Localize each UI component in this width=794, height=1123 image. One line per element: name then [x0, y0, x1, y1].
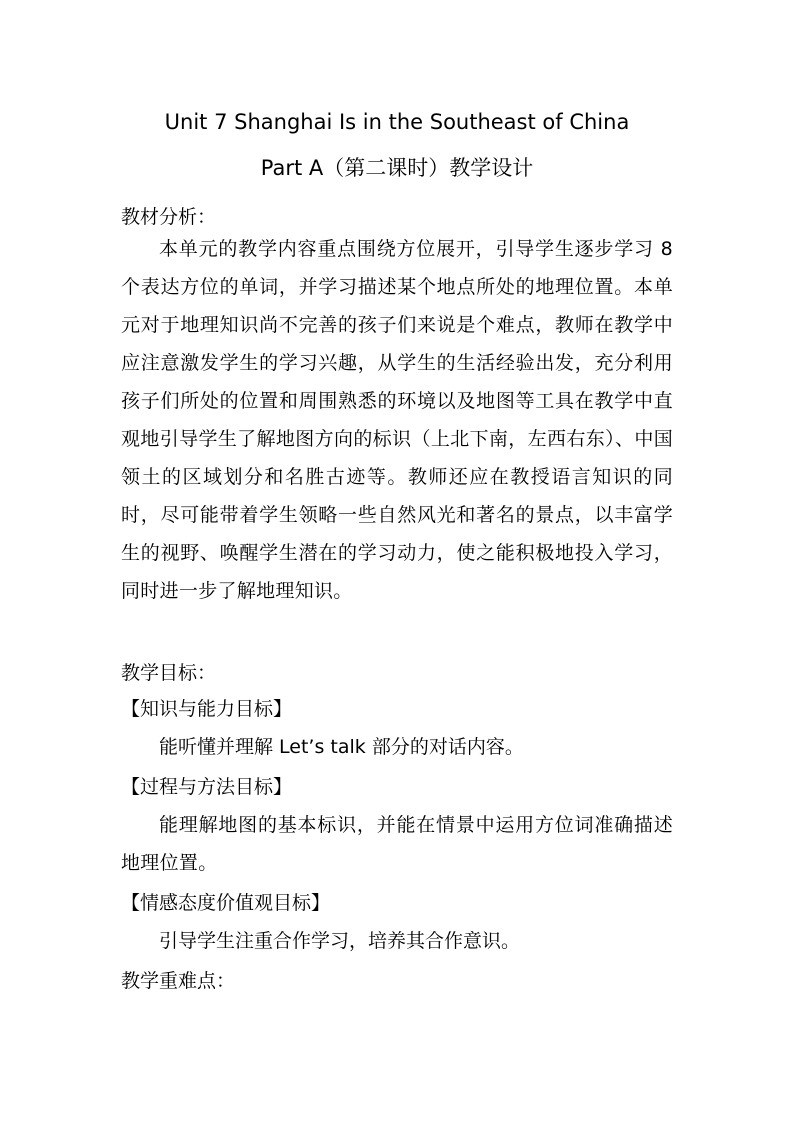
goal-heading-emotion: 【情感态度价值观目标】 [121, 892, 331, 914]
analysis-paragraph: 本单元的教学内容重点围绕方位展开，引导学生逐步学习 8 个表达方位的单词，并学习描述某个地点所处的地理位置。本单元对于地理知识尚不完善的孩子们来说是个难点，教师在教学中应注意激发学生的学习兴趣，从学生的生活经验出发，充分利用孩子们所处的位置和周围熟悉的环境以及地图等工具在教学中直观地引导学生了解地图方向的标识（上北下南，左西右东）、中国领土的区域划分和名胜古迹等。教师还应在教授语言知识的同时，尽可能带着学生领略一些自然风光和著名的景点，以丰富学生的视野、唤醒学生潜在的学习动力，使之能积极地投入学习，同时进一步了解地理知识。 [121, 238, 673, 602]
document-title: Unit 7 Shanghai Is in the Southeast of China [164, 110, 630, 134]
section-heading-key-points: 教学重难点： [121, 970, 236, 992]
goal-text-process: 能理解地图的基本标识，并能在情景中运用方位词准确描述地理位置。 [121, 814, 673, 874]
document-subtitle: Part A（第二课时）教学设计 [260, 156, 534, 180]
goal-text-knowledge: 能听懂并理解 Let’s talk 部分的对话内容。 [159, 736, 524, 758]
goal-text-emotion: 引导学生注重合作学习，培养其合作意识。 [159, 930, 521, 952]
goal-heading-knowledge: 【知识与能力目标】 [121, 698, 293, 720]
goal-heading-process: 【过程与方法目标】 [121, 776, 293, 798]
section-heading-goals: 教学目标： [121, 662, 217, 684]
section-heading-analysis: 教材分析： [121, 206, 217, 228]
